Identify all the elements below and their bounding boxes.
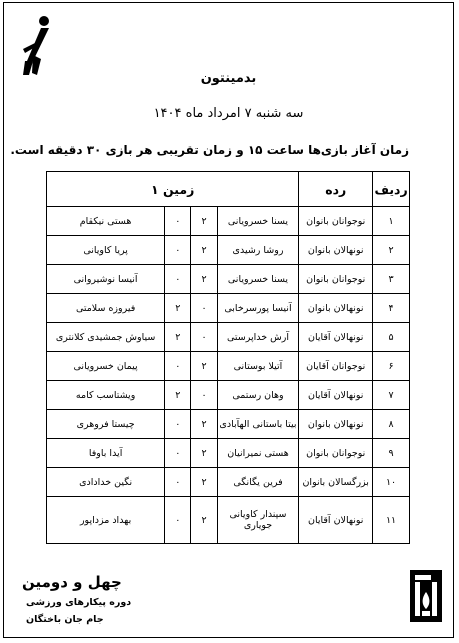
table-row [47,439,410,468]
table-row [47,207,410,236]
cell-category: نونهالان آقایان [299,381,373,410]
cell-player-2: چیستا فروهری [47,410,165,439]
cell-score-1: ۲ [191,468,217,497]
event-subtitle-line-2: جام جان باختگان [26,614,104,625]
header-index: ردیف [373,172,410,207]
table-row [47,410,410,439]
cell-category: نونهالان آقایان [299,323,373,352]
cell-player-1: آتیلا بوستانی [217,352,299,381]
athlete-logo-icon [19,15,53,77]
table-header-row [47,172,410,207]
table-row [47,323,410,352]
cell-index: ۱۱ [373,497,410,544]
cell-category: نونهالان بانوان [299,410,373,439]
cell-category: نوجوانان آقایان [299,352,373,381]
cell-category: نونهالان بانوان [299,236,373,265]
cell-score-2: ۰ [165,497,191,544]
cell-player-1: آنیسا پورسرخابی [217,294,299,323]
event-subtitle-line-1: دوره پیکارهای ورزشی [26,597,132,608]
cell-index: ۹ [373,439,410,468]
table-row [47,497,410,544]
cell-player-2: آیدا باوفا [47,439,165,468]
cell-score-2: ۰ [165,352,191,381]
cell-player-1: فرین یگانگی [217,468,299,497]
cell-index: ۵ [373,323,410,352]
cell-player-2: آنیسا نوشیروانی [47,265,165,294]
cell-score-1: ۰ [191,323,217,352]
cell-category: بزرگسالان بانوان [299,468,373,497]
cell-score-1: ۰ [191,294,217,323]
cell-player-2: نگین خدادادی [47,468,165,497]
cell-player-1: یسنا خسرویانی [217,207,299,236]
cell-score-2: ۰ [165,265,191,294]
cell-score-2: ۲ [165,323,191,352]
event-edition-title: چهل و دومین [22,573,122,591]
cell-player-1: سپندار کاویانی جویاری [217,497,299,544]
cell-category: نوجوانان بانوان [299,207,373,236]
cell-player-2: سیاوش جمشیدی کلانتری [47,323,165,352]
cell-score-2: ۰ [165,468,191,497]
cell-score-2: ۲ [165,294,191,323]
cell-category: نوجوانان بانوان [299,439,373,468]
cell-score-2: ۰ [165,439,191,468]
cell-category: نوجوانان بانوان [299,265,373,294]
match-schedule-table [46,171,410,544]
table-row [47,236,410,265]
cell-index: ۸ [373,410,410,439]
cell-player-1: روشا رشیدی [217,236,299,265]
table-row [47,352,410,381]
cell-index: ۲ [373,236,410,265]
cell-index: ۱۰ [373,468,410,497]
cell-player-2: هستی نیکقام [47,207,165,236]
page-title: بدمینتون [200,71,257,86]
flame-monument-logo-icon [408,568,444,624]
cell-player-2: بهداد مزداپور [47,497,165,544]
cell-index: ۴ [373,294,410,323]
cell-score-1: ۲ [191,207,217,236]
cell-player-2: پریا کاویانی [47,236,165,265]
cell-player-1: یسنا خسرویانی [217,265,299,294]
cell-score-1: ۲ [191,352,217,381]
cell-score-1: ۲ [191,265,217,294]
header-court: زمین ۱ [47,172,299,207]
cell-index: ۶ [373,352,410,381]
table-row [47,265,410,294]
cell-score-1: ۲ [191,497,217,544]
cell-score-1: ۰ [191,381,217,410]
cell-player-1: هستی نمیرانیان [217,439,299,468]
cell-index: ۳ [373,265,410,294]
table-body [47,207,410,544]
cell-score-1: ۲ [191,236,217,265]
cell-score-1: ۲ [191,439,217,468]
cell-player-2: پیمان خسرویانی [47,352,165,381]
schedule-notice: زمان آغاز بازی‌ها ساعت ۱۵ و زمان تقریبی هر بازی ۳۰ دقیقه است. [10,143,409,157]
cell-score-2: ۰ [165,410,191,439]
table-row [47,381,410,410]
cell-score-2: ۰ [165,207,191,236]
cell-index: ۱ [373,207,410,236]
cell-index: ۷ [373,381,410,410]
cell-category: نونهالان آقایان [299,497,373,544]
cell-score-1: ۲ [191,410,217,439]
cell-player-1: وهان رستمی [217,381,299,410]
table-row [47,294,410,323]
cell-category: نونهالان بانوان [299,294,373,323]
cell-score-2: ۰ [165,236,191,265]
cell-player-2: ویشتاسب کامه [47,381,165,410]
cell-player-1: بیتا باستانی الهآبادی [217,410,299,439]
event-date: سه شنبه ۷ امرداد ماه ۱۴۰۴ [153,106,304,121]
cell-score-2: ۲ [165,381,191,410]
header-category: رده [299,172,373,207]
table-row [47,468,410,497]
cell-player-2: فیروزه سلامتی [47,294,165,323]
cell-player-1: آرش خداپرستی [217,323,299,352]
